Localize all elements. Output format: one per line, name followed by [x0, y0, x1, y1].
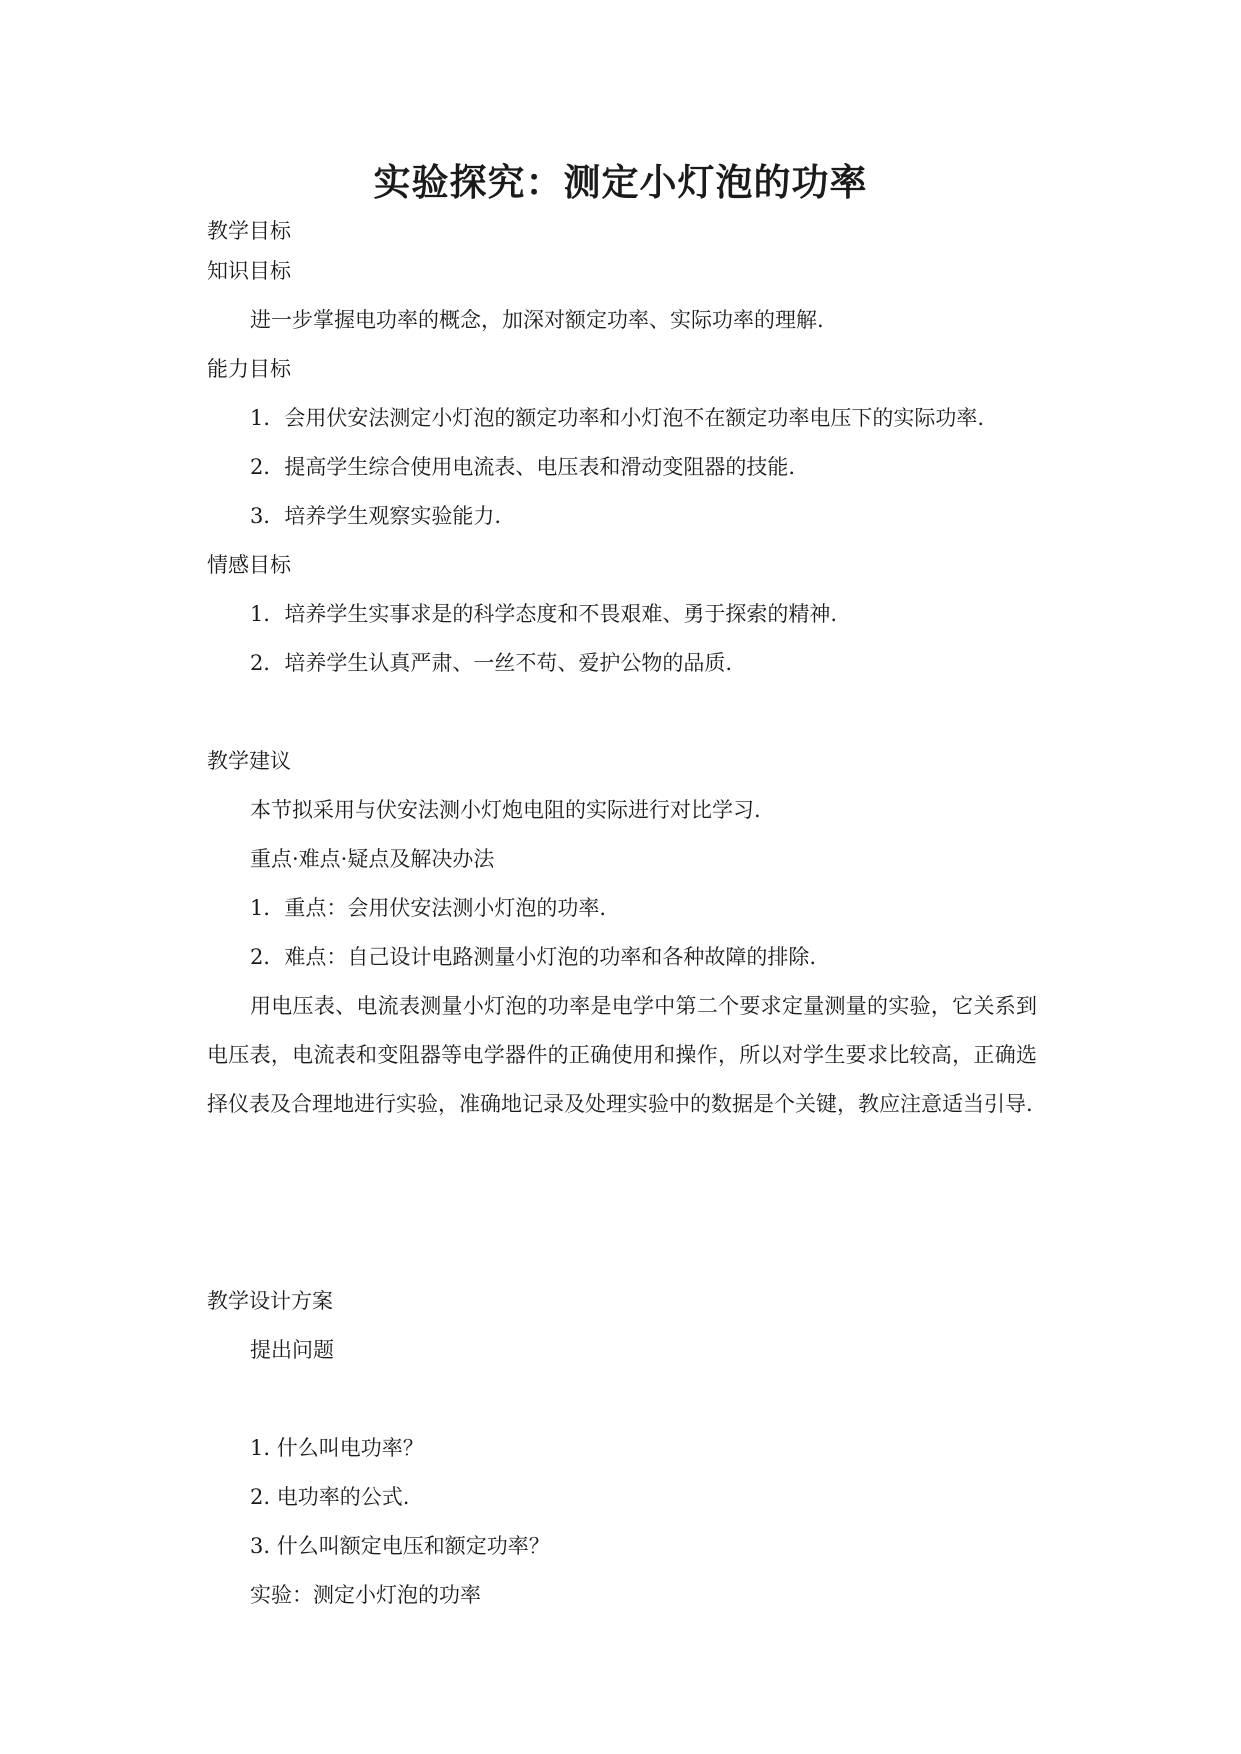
experiment-label: 实验：测定小灯泡的功率 — [250, 1583, 481, 1607]
suggestion-paragraph: 用电压表、电流表测量小灯泡的功率是电学中第二个要求定量测量的实验，它关系到电压表，电流表和变阻器等电学器件的正确使用和操作，所以对学生要求比较高，正确选择仪表及合理地进行实验，准确地记录及处理实验中的数据是个关键，教应注意适当引导. — [207, 994, 1037, 1116]
subheading-knowledge: 知识目标 — [207, 259, 291, 283]
section-heading-goals: 教学目标 — [207, 219, 291, 243]
emotion-item: 2．培养学生认真严肃、一丝不苟、爱护公物的品质. — [250, 651, 733, 675]
emotion-item: 1．培养学生实事求是的科学态度和不畏艰难、勇于探索的精神. — [250, 602, 838, 626]
key-point-item: 1．重点：会用伏安法测小灯泡的功率. — [250, 896, 607, 920]
subheading-emotion: 情感目标 — [207, 553, 291, 577]
ability-item: 2．提高学生综合使用电流表、电压表和滑动变阻器的技能. — [250, 455, 796, 479]
suggestion-intro: 本节拟采用与伏安法测小灯炮电阻的实际进行对比学习. — [250, 798, 761, 822]
question-item: 1. 什么叫电功率？ — [250, 1436, 424, 1460]
subheading-ability: 能力目标 — [207, 357, 291, 381]
ability-item: 3．培养学生观察实验能力. — [250, 504, 502, 528]
knowledge-text: 进一步掌握电功率的概念，加深对额定功率、实际功率的理解. — [250, 308, 824, 332]
key-points-heading: 重点·难点·疑点及解决办法 — [250, 847, 495, 871]
design-subheading: 提出问题 — [250, 1338, 334, 1362]
ability-item: 1．会用伏安法测定小灯泡的额定功率和小灯泡不在额定功率电压下的实际功率. — [250, 406, 985, 430]
document-title: 实验探究：测定小灯泡的功率 — [373, 160, 868, 204]
key-point-item: 2．难点：自己设计电路测量小灯泡的功率和各种故障的排除. — [250, 945, 817, 969]
section-heading-design: 教学设计方案 — [207, 1289, 333, 1313]
section-heading-suggestion: 教学建议 — [207, 749, 291, 773]
question-item: 2. 电功率的公式. — [250, 1485, 410, 1509]
question-item: 3. 什么叫额定电压和额定功率？ — [250, 1534, 550, 1558]
